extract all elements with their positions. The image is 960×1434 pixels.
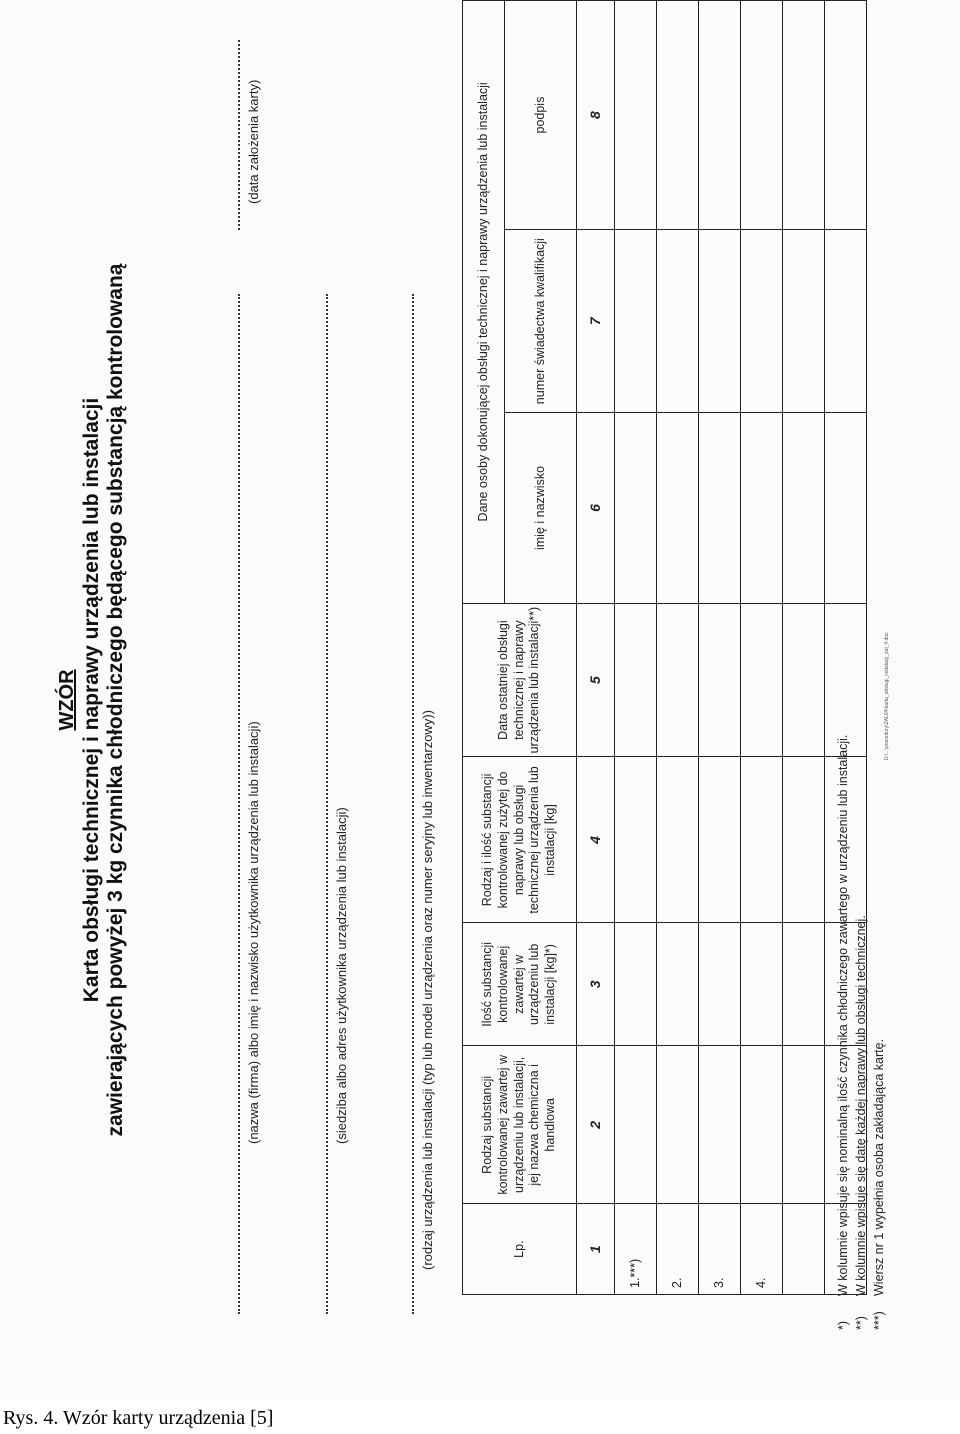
row-number: 3.	[699, 1204, 741, 1295]
file-path-note: D:\...\procedury\ZAL04\karta_obslugi_instalacji_zal_4.doc	[884, 632, 890, 760]
header-technician-group: Dane osoby dokonującej obsługi technicznej i naprawy urządzenia lub instalacji	[463, 1, 505, 604]
header-lp: Lp.	[463, 1204, 577, 1295]
row-number: 2.	[657, 1204, 699, 1295]
device-dotted-line	[412, 294, 414, 1314]
form-title-line1: Karta obsługi technicznej i naprawy urządzenia lub instalacji	[80, 397, 103, 1003]
footnote	[872, 1039, 886, 1330]
form-heading-wzor: WZÓR	[56, 669, 78, 731]
footnote-text: W kolumnie wpisuje się nominalną ilość czynnika chłodniczego zawartego w urządzeniu lub instalacji.	[836, 734, 850, 1296]
row-number: 4.	[741, 1204, 783, 1295]
footnote-mark: *)	[836, 1320, 850, 1330]
figure-caption: Rys. 4. Wzór karty urządzenia [5]	[3, 1407, 274, 1429]
header-signature: podpis	[505, 1, 577, 230]
owner-label: (nazwa (firma) albo imię i nazwisko użytkownika urządzenia lub instalacji)	[246, 721, 261, 1144]
header-substance-used: Rodzaj i ilość substancji kontrolowanej zużytej do naprawy lub obsługi technicznej urządzenia lub instalacji [kg]	[463, 757, 577, 923]
address-dotted-line	[326, 294, 328, 1314]
footnote	[836, 735, 850, 1330]
column-number: 6	[577, 413, 615, 604]
footnote-text: Wiersz nr 1 wypełnia osoba zakładająca kartę.	[872, 1038, 886, 1296]
column-number: 3	[577, 923, 615, 1046]
header-substance-type: Rodzaj substancji kontrolowanej zawartej w urządzeniu lub instalacji, jej nazwa chemiczna i handlowa	[463, 1046, 577, 1204]
header-certificate-number: numer świadectwa kwalifikacji	[505, 230, 577, 413]
row-number	[783, 1204, 825, 1295]
column-number: 7	[577, 230, 615, 413]
table-row	[741, 1, 783, 1295]
date-label: (data założenia karty)	[246, 79, 261, 204]
header-technician-name: imię i nazwisko	[505, 413, 577, 604]
column-number: 4	[577, 757, 615, 923]
column-number: 2	[577, 1046, 615, 1204]
column-number: 1	[577, 1204, 615, 1295]
form-title-line2: zawierających powyżej 3 kg czynnika chłodniczego będącego substancją kontrolowaną	[104, 263, 127, 1137]
address-label: (siedziba albo adres użytkownika urządzenia lub instalacji)	[334, 807, 349, 1144]
date-dotted-line	[238, 40, 240, 230]
column-number: 5	[577, 603, 615, 757]
footnote-mark: **)	[854, 1316, 868, 1330]
row-number: 1.***)	[615, 1204, 657, 1295]
footnote-text: W kolumnie wpisuje się datę każdej naprawy lub obsługi technicznej.	[854, 915, 868, 1296]
table-row	[657, 1, 699, 1295]
column-number-row	[577, 1, 615, 1295]
column-number: 8	[577, 1, 615, 230]
service-record-table	[462, 0, 867, 1295]
header-last-service-date: Data ostatniej obsługi technicznej i naprawy urządzenia lub instalacji**)	[463, 603, 577, 757]
owner-dotted-line	[238, 294, 240, 1314]
table-row	[699, 1, 741, 1295]
footnote-mark: ***)	[872, 1311, 886, 1330]
header-substance-amount: Ilość substancji kontrolowanej zawartej w urządzeniu lub instalacji [kg]*)	[463, 923, 577, 1046]
device-label: (rodzaj urządzenia lub instalacji (typ lub model urządzenia oraz numer seryjny lub inwentarzowy))	[420, 710, 435, 1270]
table-row	[615, 1, 657, 1295]
table-row	[783, 1, 825, 1295]
footnote	[854, 915, 868, 1330]
